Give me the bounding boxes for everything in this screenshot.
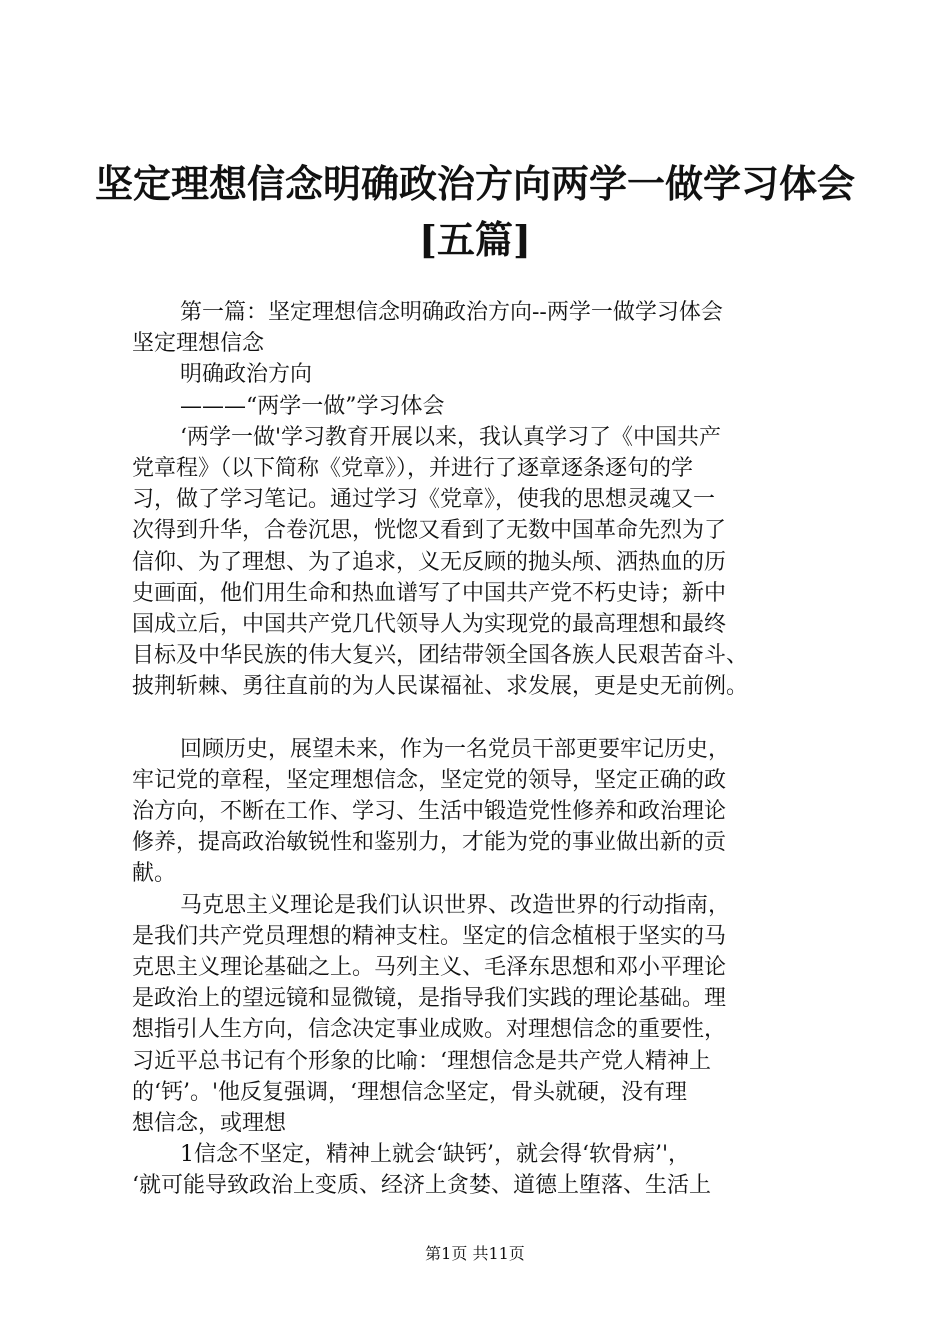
paragraph-line: 1信念不坚定，精神上就会‘缺钙’，就会得‘软骨病’'， — [180, 1142, 691, 1168]
paragraph-line: 想指引人生方向，信念决定事业成败。对理想信念的重要性， — [132, 1017, 727, 1043]
paragraph-line: 目标及中华民族的伟大复兴，团结带领全国各族人民艰苦奋斗、 — [132, 643, 749, 669]
paragraph-line: 史画面，他们用生命和热血谱写了中国共产党不朽史诗；新中 — [132, 580, 727, 606]
paragraph-line: 信仰、为了理想、为了追求，义无反顾的抛头颅、洒热血的历 — [132, 549, 727, 575]
paragraph-line: 的‘钙’。'他反复强调，‘理想信念坚定，骨头就硬，没有理 — [132, 1079, 688, 1105]
page-footer — [0, 1244, 950, 1264]
paragraph-line: 是我们共产党员理想的精神支柱。坚定的信念植根于坚实的马 — [132, 923, 727, 949]
paragraph-line: ‘就可能导致政治上变质、经济上贪婪、道德上堕落、生活上 — [132, 1173, 711, 1199]
paragraph-line: 披荆斩棘、勇往直前的为人民谋福祉、求发展，更是史无前例。 — [132, 674, 749, 700]
paragraph-line: 明确政治方向 — [180, 362, 313, 388]
paragraph-line: ‘两学一做'学习教育开展以来，我认真学习了《中国共产 — [180, 424, 722, 450]
paragraph-line: 牢记党的章程，坚定理想信念，坚定党的领导，坚定正确的政 — [132, 767, 727, 793]
paragraph-spacer — [132, 702, 832, 733]
paragraph-line: 是政治上的望远镜和显微镜，是指导我们实践的理论基础。理 — [132, 986, 727, 1012]
paragraph-line: 回顾历史，展望未来，作为一名党员干部更要牢记历史， — [180, 736, 731, 762]
paragraph-line: 第一篇：坚定理想信念明确政治方向--两学一做学习体会 — [180, 300, 723, 325]
page-number-label: 第1页 共11页 — [425, 1244, 525, 1263]
paragraph-line: 克思主义理论基础之上。马列主义、毛泽东思想和邓小平理论 — [132, 954, 727, 980]
paragraph-line: 习近平总书记有个形象的比喻：‘理想信念是共产党人精神上 — [132, 1048, 711, 1074]
paragraph-line: 次得到升华，合卷沉思，恍惚又看到了无数中国革命先烈为了 — [132, 518, 727, 544]
paragraph-line: 国成立后，中国共产党几代领导人为实现党的最高理想和最终 — [132, 611, 727, 637]
paragraph-line: 治方向，不断在工作、学习、生活中锻造党性修养和政治理论 — [132, 799, 727, 824]
document-title-line-1: 坚定理想信念明确政治方向两学一做学习体会 — [94, 161, 855, 206]
paragraph-line: 习，做了学习笔记。通过学习《党章》，使我的思想灵魂又一 — [132, 487, 716, 513]
paragraph-line: 修养，提高政治敏锐性和鉴别力，才能为党的事业做出新的贡 — [132, 830, 727, 856]
document-body — [132, 297, 832, 1201]
paragraph-line: 坚定理想信念 — [132, 331, 265, 357]
document-title-line-2: [五篇] — [419, 217, 531, 262]
paragraph-line: 想信念，或理想 — [132, 1110, 287, 1136]
paragraph-line: ———“两学一做”学习体会 — [180, 393, 445, 419]
paragraph-line: 献。 — [132, 861, 177, 887]
paragraph-line: 党章程》（以下简称《党章》），并进行了逐章逐条逐句的学 — [132, 455, 694, 481]
paragraph-line: 马克思主义理论是我们认识世界、改造世界的行动指南， — [180, 892, 731, 918]
